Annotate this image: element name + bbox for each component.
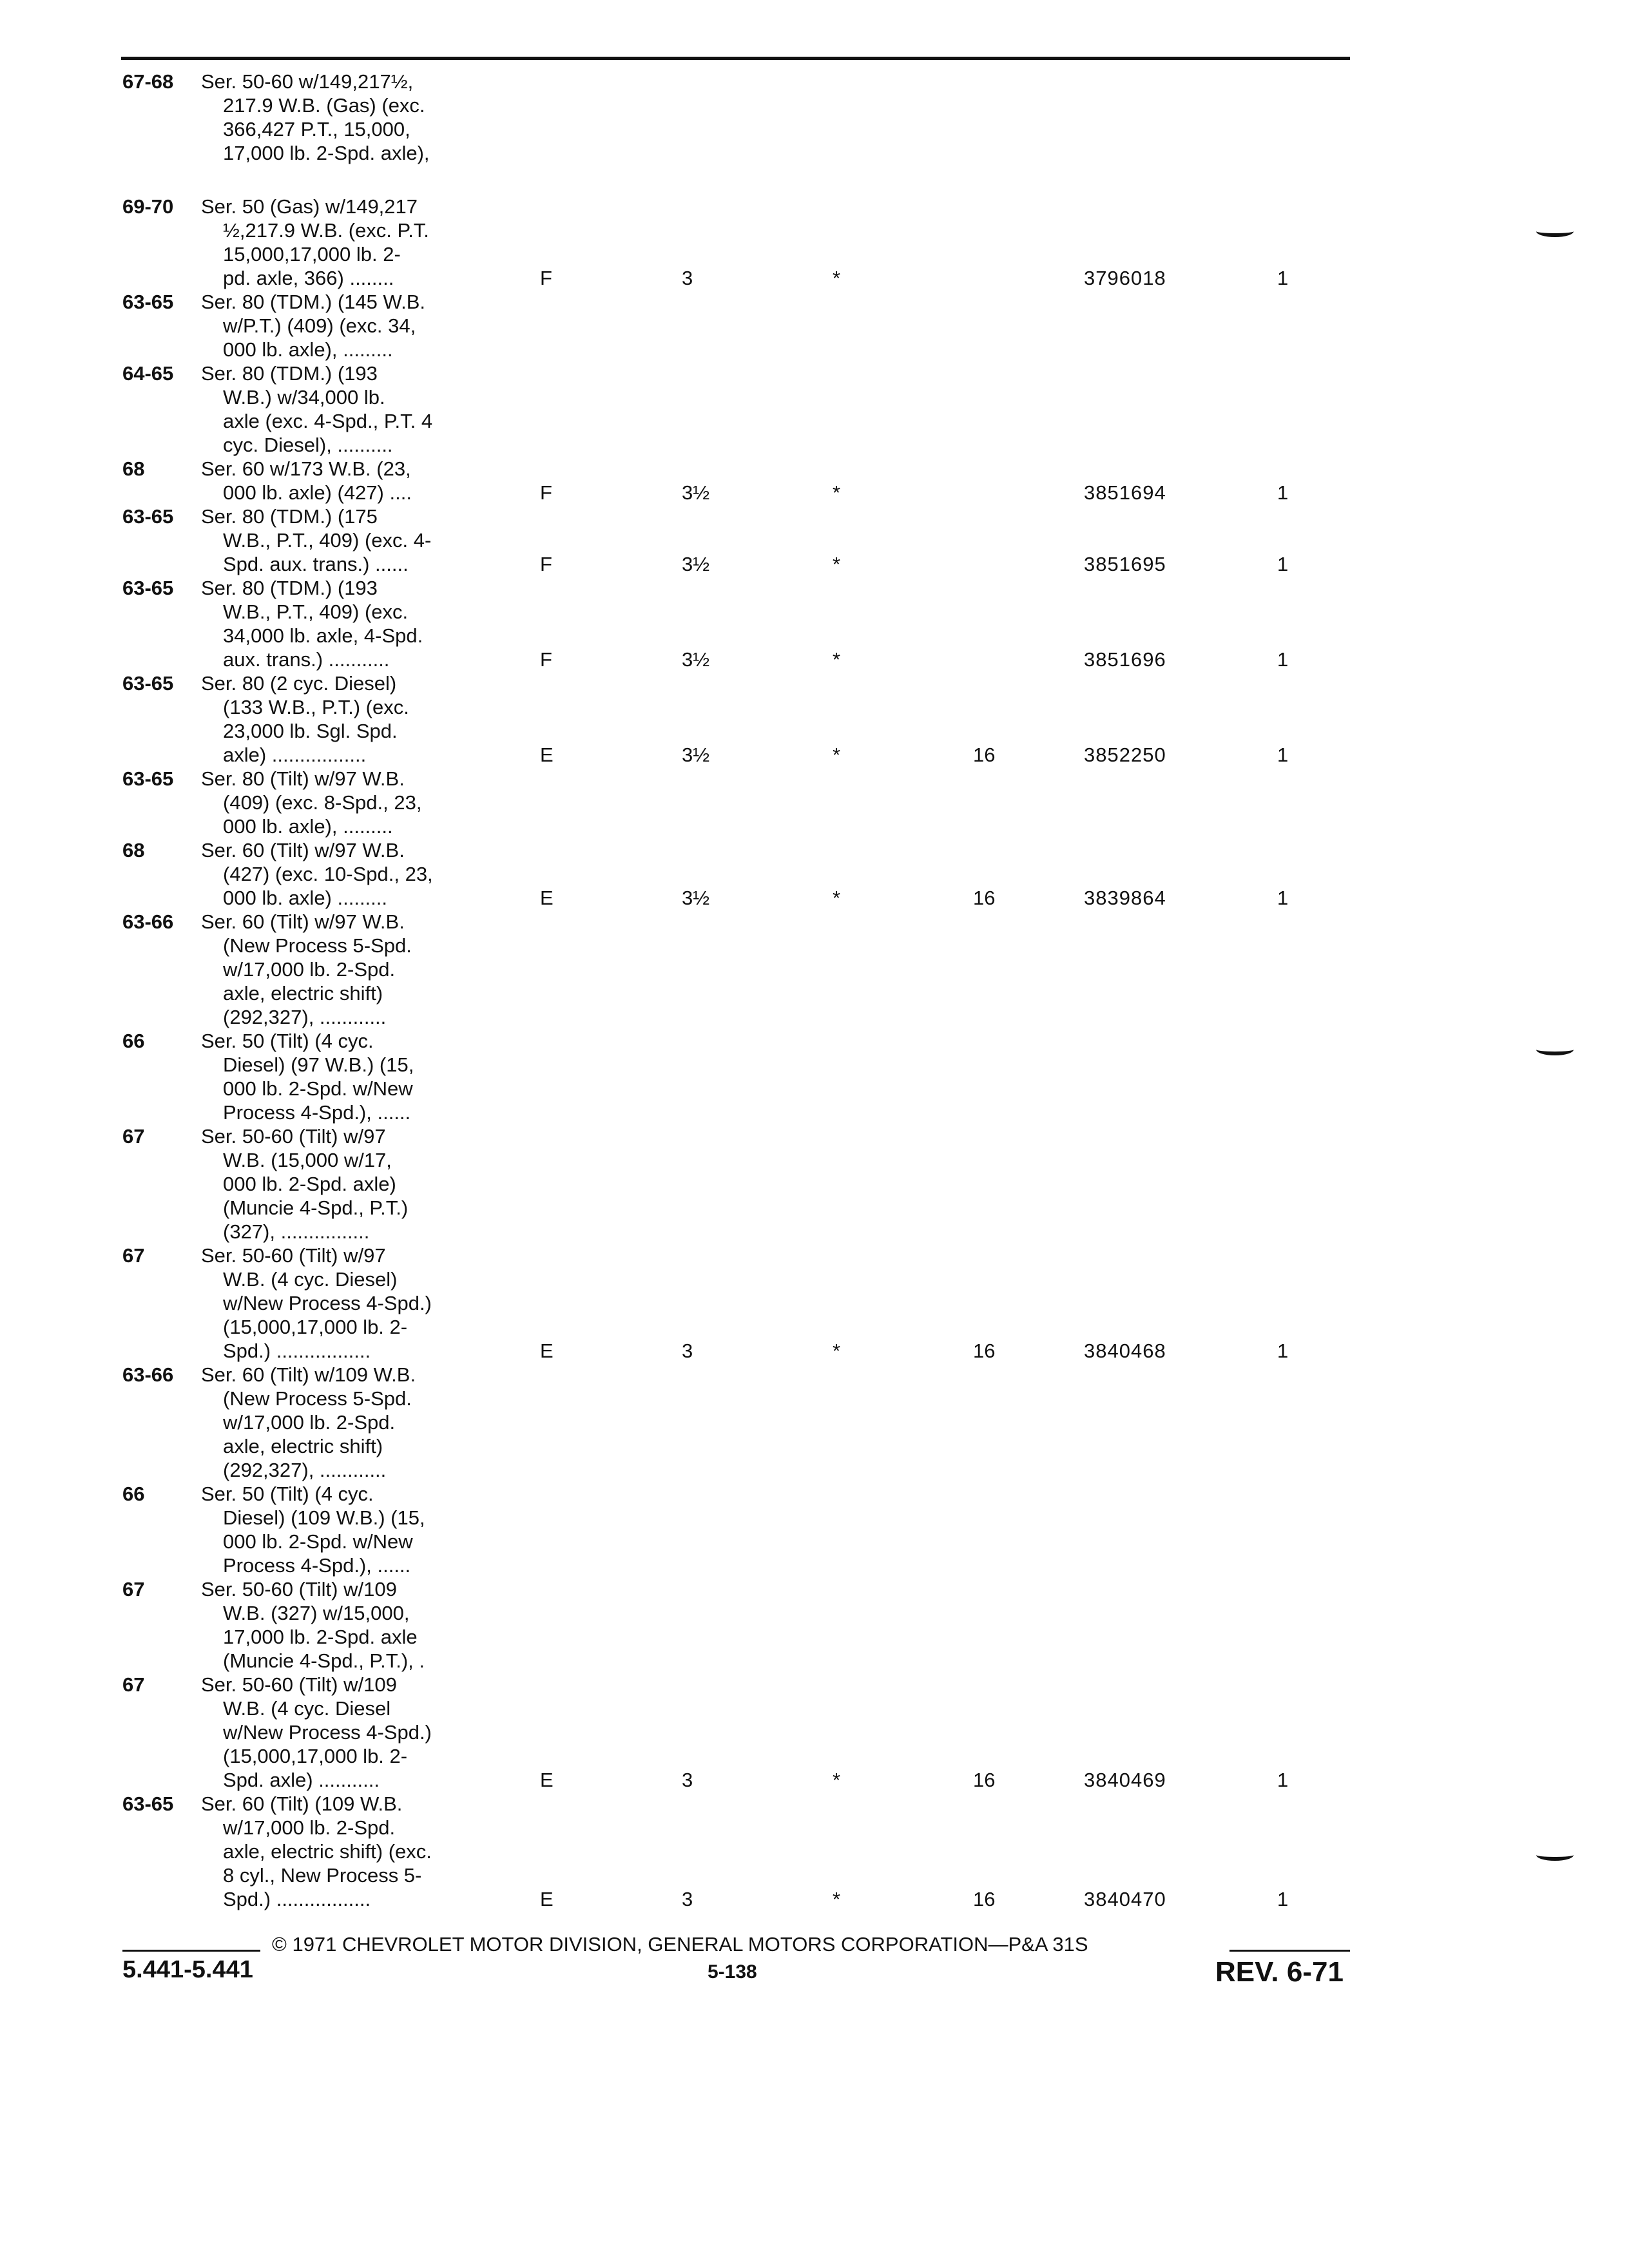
quantity: 1 [1277,1888,1289,1910]
application-description [201,1363,485,1482]
description-line: Spd. aux. trans.) ...... [223,553,409,575]
note-marker: * [833,1340,841,1362]
description-line: 000 lb. 2-Spd. axle) [223,1173,396,1195]
description-line: 000 lb. axle) (427) .... [223,481,412,504]
table-row [0,910,1629,1029]
part-number: 3851696 [1084,648,1166,671]
joint-code: E [540,1340,554,1362]
spline-count: 16 [973,1340,996,1362]
joint-code: E [540,1769,554,1791]
note-marker: * [833,744,841,766]
description-line: Ser. 80 (TDM.) (175 [201,505,378,528]
application-description [201,1482,485,1577]
footer-copyright: © 1971 CHEVROLET MOTOR DIVISION, GENERAL MOTORS CORPORATION—P&A 31S [272,1933,1088,1956]
application-description [201,576,485,671]
description-line: axle (exc. 4-Spd., P.T. 4 [223,410,433,432]
parts-table [0,70,1629,1911]
model-years: 67 [122,1125,145,1148]
description-line: w/17,000 lb. 2-Spd. [223,1411,396,1434]
joint-code: E [540,744,554,766]
description-line: w/P.T.) (409) (exc. 34, [223,314,416,337]
table-row [0,195,1629,290]
model-years: 67 [122,1673,145,1696]
description-line: Process 4-Spd.), ...... [223,1554,411,1577]
application-description [201,1792,485,1911]
model-years: 63-66 [122,1363,174,1386]
part-number: 3840469 [1084,1769,1166,1791]
description-line: 000 lb. axle), ......... [223,815,393,838]
description-line: Spd.) ................. [223,1340,371,1362]
quantity: 1 [1277,744,1289,766]
table-row [0,1482,1629,1577]
description-line: Spd.) ................. [223,1888,371,1910]
model-years: 63-66 [122,910,174,933]
table-row [0,1124,1629,1244]
description-line: 000 lb. axle) ......... [223,887,388,909]
part-number: 3840470 [1084,1888,1166,1910]
model-years: 69-70 [122,195,174,218]
note-marker: * [833,553,841,575]
description-line: W.B. (4 cyc. Diesel) [223,1268,398,1291]
spline-count: 16 [973,1769,996,1791]
table-row [0,70,1629,195]
description-line: w/17,000 lb. 2-Spd. [223,958,396,981]
description-line: (292,327), ............ [223,1006,387,1028]
description-line: Ser. 80 (Tilt) w/97 W.B. [201,767,405,790]
note-marker: * [833,887,841,909]
joint-code: F [540,648,552,671]
size-value: 3½ [682,553,710,575]
application-description [201,838,485,910]
size-value: 3 [682,1340,693,1362]
description-line: w/New Process 4-Spd.) [223,1721,432,1744]
note-marker: * [833,481,841,504]
description-line: axle, electric shift) [223,1435,383,1457]
description-line: W.B., P.T., 409) (exc. 4- [223,529,432,552]
joint-code: E [540,887,554,909]
model-years: 63-65 [122,505,174,528]
model-years: 63-65 [122,672,174,695]
description-line: Diesel) (109 W.B.) (15, [223,1506,425,1529]
quantity: 1 [1277,887,1289,909]
description-line: (New Process 5-Spd. [223,934,412,957]
description-line: Ser. 50-60 (Tilt) w/109 [201,1578,397,1600]
description-line: Ser. 50 (Tilt) (4 cyc. [201,1030,374,1052]
spline-count: 16 [973,744,996,766]
spline-count: 16 [973,887,996,909]
description-line: 000 lb. 2-Spd. w/New [223,1077,413,1100]
table-row [0,671,1629,767]
table-row [0,1577,1629,1673]
description-line: W.B. (15,000 w/17, [223,1149,392,1171]
description-line: (133 W.B., P.T.) (exc. [223,696,409,718]
description-line: Ser. 50-60 (Tilt) w/97 [201,1125,386,1148]
joint-code: F [540,481,552,504]
application-description [201,767,485,838]
table-row [0,1029,1629,1124]
description-line: W.B. (4 cyc. Diesel [223,1697,391,1720]
footer-section-code: 5.441-5.441 [122,1956,253,1983]
description-line: Ser. 50 (Gas) w/149,217 [201,195,418,218]
model-years: 63-65 [122,767,174,790]
description-line: Ser. 60 (Tilt) (109 W.B. [201,1792,403,1815]
description-line: (Muncie 4-Spd., P.T.), . [223,1649,425,1672]
quantity: 1 [1277,553,1289,575]
description-line: Ser. 50 (Tilt) (4 cyc. [201,1483,374,1505]
size-value: 3 [682,267,693,289]
footer-copyright-line [122,1933,1350,1959]
part-number: 3852250 [1084,744,1166,766]
description-line: W.B., P.T., 409) (exc. [223,601,409,623]
description-line: Ser. 80 (TDM.) (145 W.B. [201,291,425,313]
model-years: 63-65 [122,291,174,313]
table-row [0,1792,1629,1911]
spline-count: 16 [973,1888,996,1910]
application-description [201,457,485,505]
application-description [201,361,485,457]
size-value: 3½ [682,481,710,504]
model-years: 68 [122,457,145,480]
description-line: Ser. 60 w/173 W.B. (23, [201,457,411,480]
description-line: 8 cyl., New Process 5- [223,1864,422,1887]
table-row [0,1244,1629,1363]
table-row [0,576,1629,671]
application-description [201,505,485,576]
note-marker: * [833,1769,841,1791]
part-number: 3851695 [1084,553,1166,575]
table-row [0,838,1629,910]
description-line: (15,000,17,000 lb. 2- [223,1745,408,1767]
description-line: 217.9 W.B. (Gas) (exc. [223,94,425,117]
table-row [0,1673,1629,1792]
model-years: 64-65 [122,362,174,385]
model-years: 66 [122,1483,145,1505]
application-description [201,1577,485,1673]
description-line: axle, electric shift) (exc. [223,1840,432,1863]
application-description [201,1673,485,1792]
description-line: ½,217.9 W.B. (exc. P.T. [223,219,429,242]
description-line: 366,427 P.T., 15,000, [223,118,410,140]
application-description [201,671,485,767]
description-line: Ser. 60 (Tilt) w/97 W.B. [201,839,405,861]
description-line: (327), ................ [223,1220,370,1243]
application-description [201,1029,485,1124]
description-line: (409) (exc. 8-Spd., 23, [223,791,422,814]
description-line: Ser. 80 (TDM.) (193 [201,577,378,599]
page-footer [0,1933,1629,2036]
description-line: W.B.) w/34,000 lb. [223,386,385,408]
description-line: 17,000 lb. 2-Spd. axle), [223,142,430,164]
description-line: w/New Process 4-Spd.) [223,1292,432,1314]
model-years: 67 [122,1578,145,1600]
binder-mark [1536,1849,1574,1861]
model-years: 63-65 [122,1792,174,1815]
footer-revision: REV. 6-71 [1215,1956,1344,1988]
description-line: Ser. 80 (2 cyc. Diesel) [201,672,397,695]
top-rule [121,57,1350,60]
description-line: Ser. 60 (Tilt) w/97 W.B. [201,910,405,933]
description-line: Process 4-Spd.), ...... [223,1101,411,1124]
description-line: Ser. 50-60 (Tilt) w/109 [201,1673,397,1696]
joint-code: E [540,1888,554,1910]
table-row [0,361,1629,457]
description-line: 000 lb. 2-Spd. w/New [223,1530,413,1553]
footer-rule-right [1229,1950,1350,1952]
size-value: 3½ [682,887,710,909]
joint-code: F [540,553,552,575]
model-years: 68 [122,839,145,861]
description-line: 15,000,17,000 lb. 2- [223,243,401,265]
application-description [201,195,485,290]
part-number: 3851694 [1084,481,1166,504]
quantity: 1 [1277,1340,1289,1362]
table-row [0,505,1629,576]
footer-rule-left [122,1950,260,1952]
model-years: 63-65 [122,577,174,599]
note-marker: * [833,648,841,671]
description-line: axle) ................. [223,744,367,766]
note-marker: * [833,1888,841,1910]
binder-mark [1536,226,1574,237]
description-line: (Muncie 4-Spd., P.T.) [223,1196,409,1219]
description-line: Diesel) (97 W.B.) (15, [223,1053,414,1076]
table-row [0,290,1629,361]
size-value: 3½ [682,744,710,766]
note-marker: * [833,267,841,289]
description-line: axle, electric shift) [223,982,383,1004]
description-line: 23,000 lb. Sgl. Spd. [223,720,398,742]
part-number: 3796018 [1084,267,1166,289]
description-line: Ser. 60 (Tilt) w/109 W.B. [201,1363,416,1386]
description-line: aux. trans.) ........... [223,648,390,671]
description-line: 000 lb. axle), ......... [223,338,393,361]
part-number: 3839864 [1084,887,1166,909]
table-row [0,767,1629,838]
application-description [201,290,485,361]
application-description [201,1124,485,1244]
quantity: 1 [1277,648,1289,671]
application-description [201,1244,485,1363]
model-years: 66 [122,1030,145,1052]
description-line: w/17,000 lb. 2-Spd. [223,1816,396,1839]
model-years: 67 [122,1244,145,1267]
description-line: 34,000 lb. axle, 4-Spd. [223,624,423,647]
description-line: Ser. 50-60 w/149,217½, [201,70,414,93]
description-line: Spd. axle) ........... [223,1769,380,1791]
description-line: Ser. 50-60 (Tilt) w/97 [201,1244,386,1267]
description-line: (15,000,17,000 lb. 2- [223,1316,408,1338]
description-line: Ser. 80 (TDM.) (193 [201,362,378,385]
application-description [201,910,485,1029]
description-line: 17,000 lb. 2-Spd. axle [223,1626,418,1648]
part-number: 3840468 [1084,1340,1166,1362]
quantity: 1 [1277,1769,1289,1791]
size-value: 3 [682,1888,693,1910]
table-row [0,1363,1629,1482]
description-line: (292,327), ............ [223,1459,387,1481]
size-value: 3½ [682,648,710,671]
description-line: (427) (exc. 10-Spd., 23, [223,863,433,885]
joint-code: F [540,267,552,289]
description-line: (New Process 5-Spd. [223,1387,412,1410]
application-description [201,70,485,165]
quantity: 1 [1277,481,1289,504]
binder-mark [1536,1044,1574,1055]
size-value: 3 [682,1769,693,1791]
description-line: pd. axle, 366) ........ [223,267,394,289]
description-line: W.B. (327) w/15,000, [223,1602,410,1624]
footer-page-number: 5-138 [708,1961,757,1983]
model-years: 67-68 [122,70,174,93]
description-line: cyc. Diesel), .......... [223,434,393,456]
table-row [0,457,1629,505]
quantity: 1 [1277,267,1289,289]
